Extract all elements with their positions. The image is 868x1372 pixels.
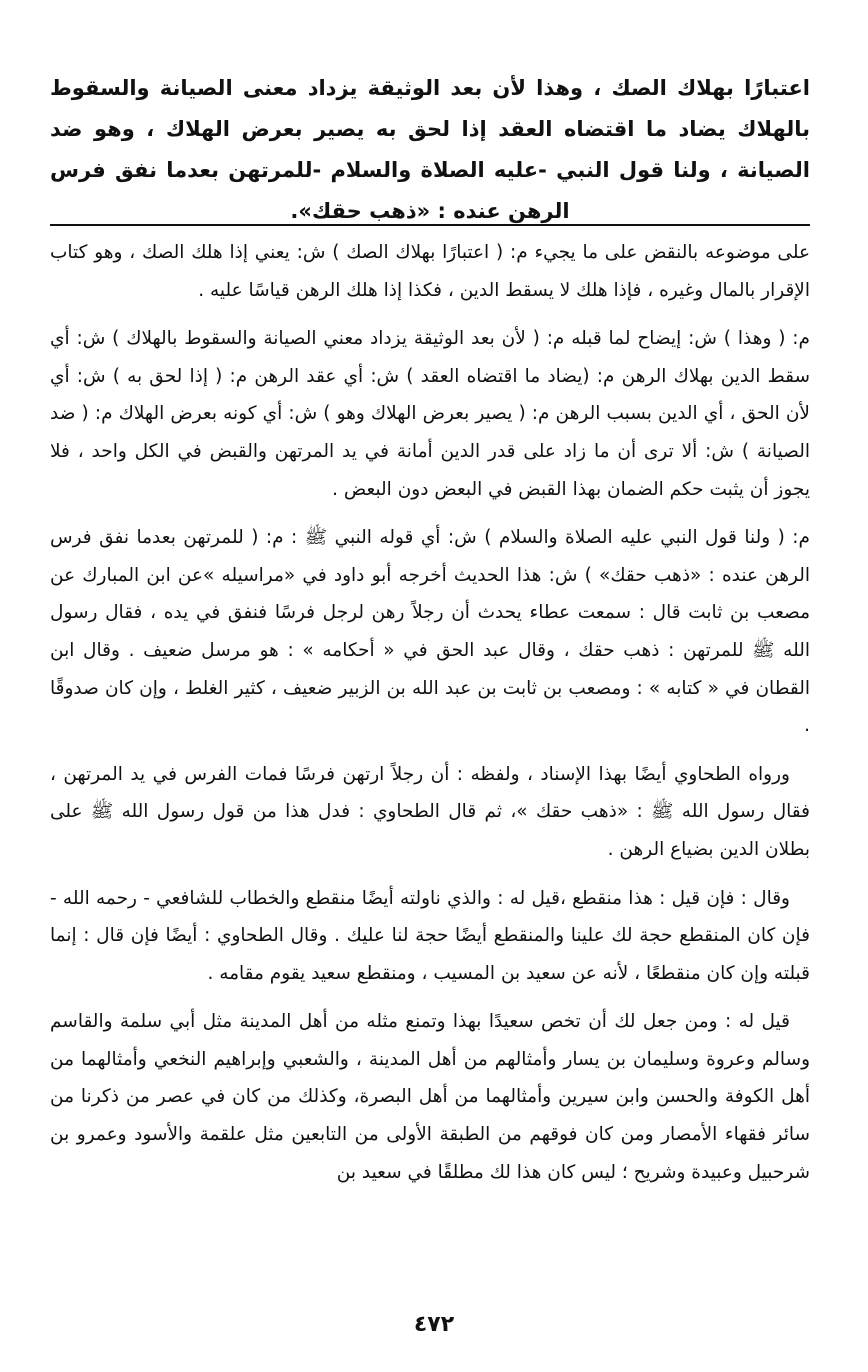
commentary-paragraph: وقال : فإن قيل : هذا منقطع ،قيل له : والذي ناولته أيضًا منقطع والخطاب للشافعي - رحمه الله - فإن كان المنقطع حجة لك علينا والمنقطع أيضًا حجة لنا عليك . وقال الطحاوي : أيضًا فإن قال : إنما قبلته وإن كان منقطعًا ، لأنه عن سعيد بن المسيب ، ومنقطع سعيد يقوم مقامه . [50, 887, 810, 984]
main-text: اعتبارًا بهلاك الصك ، وهذا لأن بعد الوثيقة يزداد معنى الصيانة والسقوط بالهلاك يضاد ما اقتضاه العقد إذا لحق به يصير بعرض الهلاك ، وهو ضد الصيانة ، ولنا قول النبي -عليه الصلاة والسلام -للمرتهن بعدما نفق فرس الرهن عنده : «ذهب حقك». [50, 76, 810, 223]
commentary-paragraph: قيل له : ومن جعل لك أن تخص سعيدًا بهذا وتمنع مثله من أهل المدينة مثل أبي سلمة والقاسم وسالم وعروة وسليمان بن يسار وأمثالهم من أهل المدينة ، والشعبي وإبراهيم النخعي وأمثالهما من أهل الكوفة والحسن وابن سيرين وأمثالهما من أهل البصرة، وكذلك من كان في عصر من ذكرنا من سائر فقهاء الأمصار ومن كان فوقهم من الطبقة الأولى من التابعين مثل علقمة والأسود وعمرو بن شرحبيل وعبيدة وشريح ؛ ليس كان هذا لك مطلقًا في سعيد بن [50, 1011, 810, 1183]
commentary-paragraph: م: ( وهذا ) ش: إيضاح لما قبله م: ( لأن بعد الوثيقة يزداد معني الصيانة والسقوط بالهلاك ) ش: أي سقط الدين بهلاك الرهن م: (يضاد ما اقتضاه العقد ) ش: أي عقد الرهن م: ( إذا لحق به ) ش: أي لأن الحق ، أي الدين بسبب الرهن م: ( يصير بعرض الهلاك وهو ) ش: أي كونه بعرض الهلاك م: ( ضد الصيانة ) ش: ألا ترى أن ما زاد على قدر الدين أمانة في يد المرتهن والقبض في الكل واحد ، فلا يجوز أن يثبت حكم الضمان بهذا القبض في البعض دون البعض . [50, 328, 810, 500]
commentary-paragraph: على موضوعه بالنقض على ما يجيء م: ( اعتبارًا بهلاك الصك ) ش: يعني إذا هلك الصك ، وهو كتاب الإقرار بالمال وغيره ، فإذا هلك لا يسقط الدين ، فكذا إذا هلك الرهن قياسًا عليه . [50, 242, 810, 301]
separator-line [50, 224, 810, 226]
commentary-paragraph: ورواه الطحاوي أيضًا بهذا الإسناد ، ولفظه : أن رجلاً ارتهن فرسًا فمات الفرس في يد المرتهن ، فقال رسول الله ﷺ : «ذهب حقك »، ثم قال الطحاوي : فدل هذا من قول رسول الله ﷺ على بطلان الدين بضياع الرهن . [50, 763, 810, 860]
commentary-paragraph: م: ( ولنا قول النبي عليه الصلاة والسلام ) ش: أي قوله النبي ﷺ : م: ( للمرتهن بعدما نفق فرس الرهن عنده : «ذهب حقك» ) ش: هذا الحديث أخرجه أبو داود في «مراسيله »عن ابن المبارك عن مصعب بن ثابت قال : سمعت عطاء يحدث أن رجلاً رهن لرجل فرسًا فنفق في يده ، فقال رسول الله ﷺ للمرتهن : ذهب حقك ، وقال عبد الحق في « أحكامه » : هو مرسل ضعيف . وقال ابن القطان في « كتابه » : ومصعب بن ثابت بن عبد الله بن الزبير ضعيف ، كثير الغلط ، وإن كان صدوقًا . [50, 527, 810, 737]
commentary [50, 234, 810, 1202]
page-number: ٤٧٢ [413, 1312, 455, 1337]
